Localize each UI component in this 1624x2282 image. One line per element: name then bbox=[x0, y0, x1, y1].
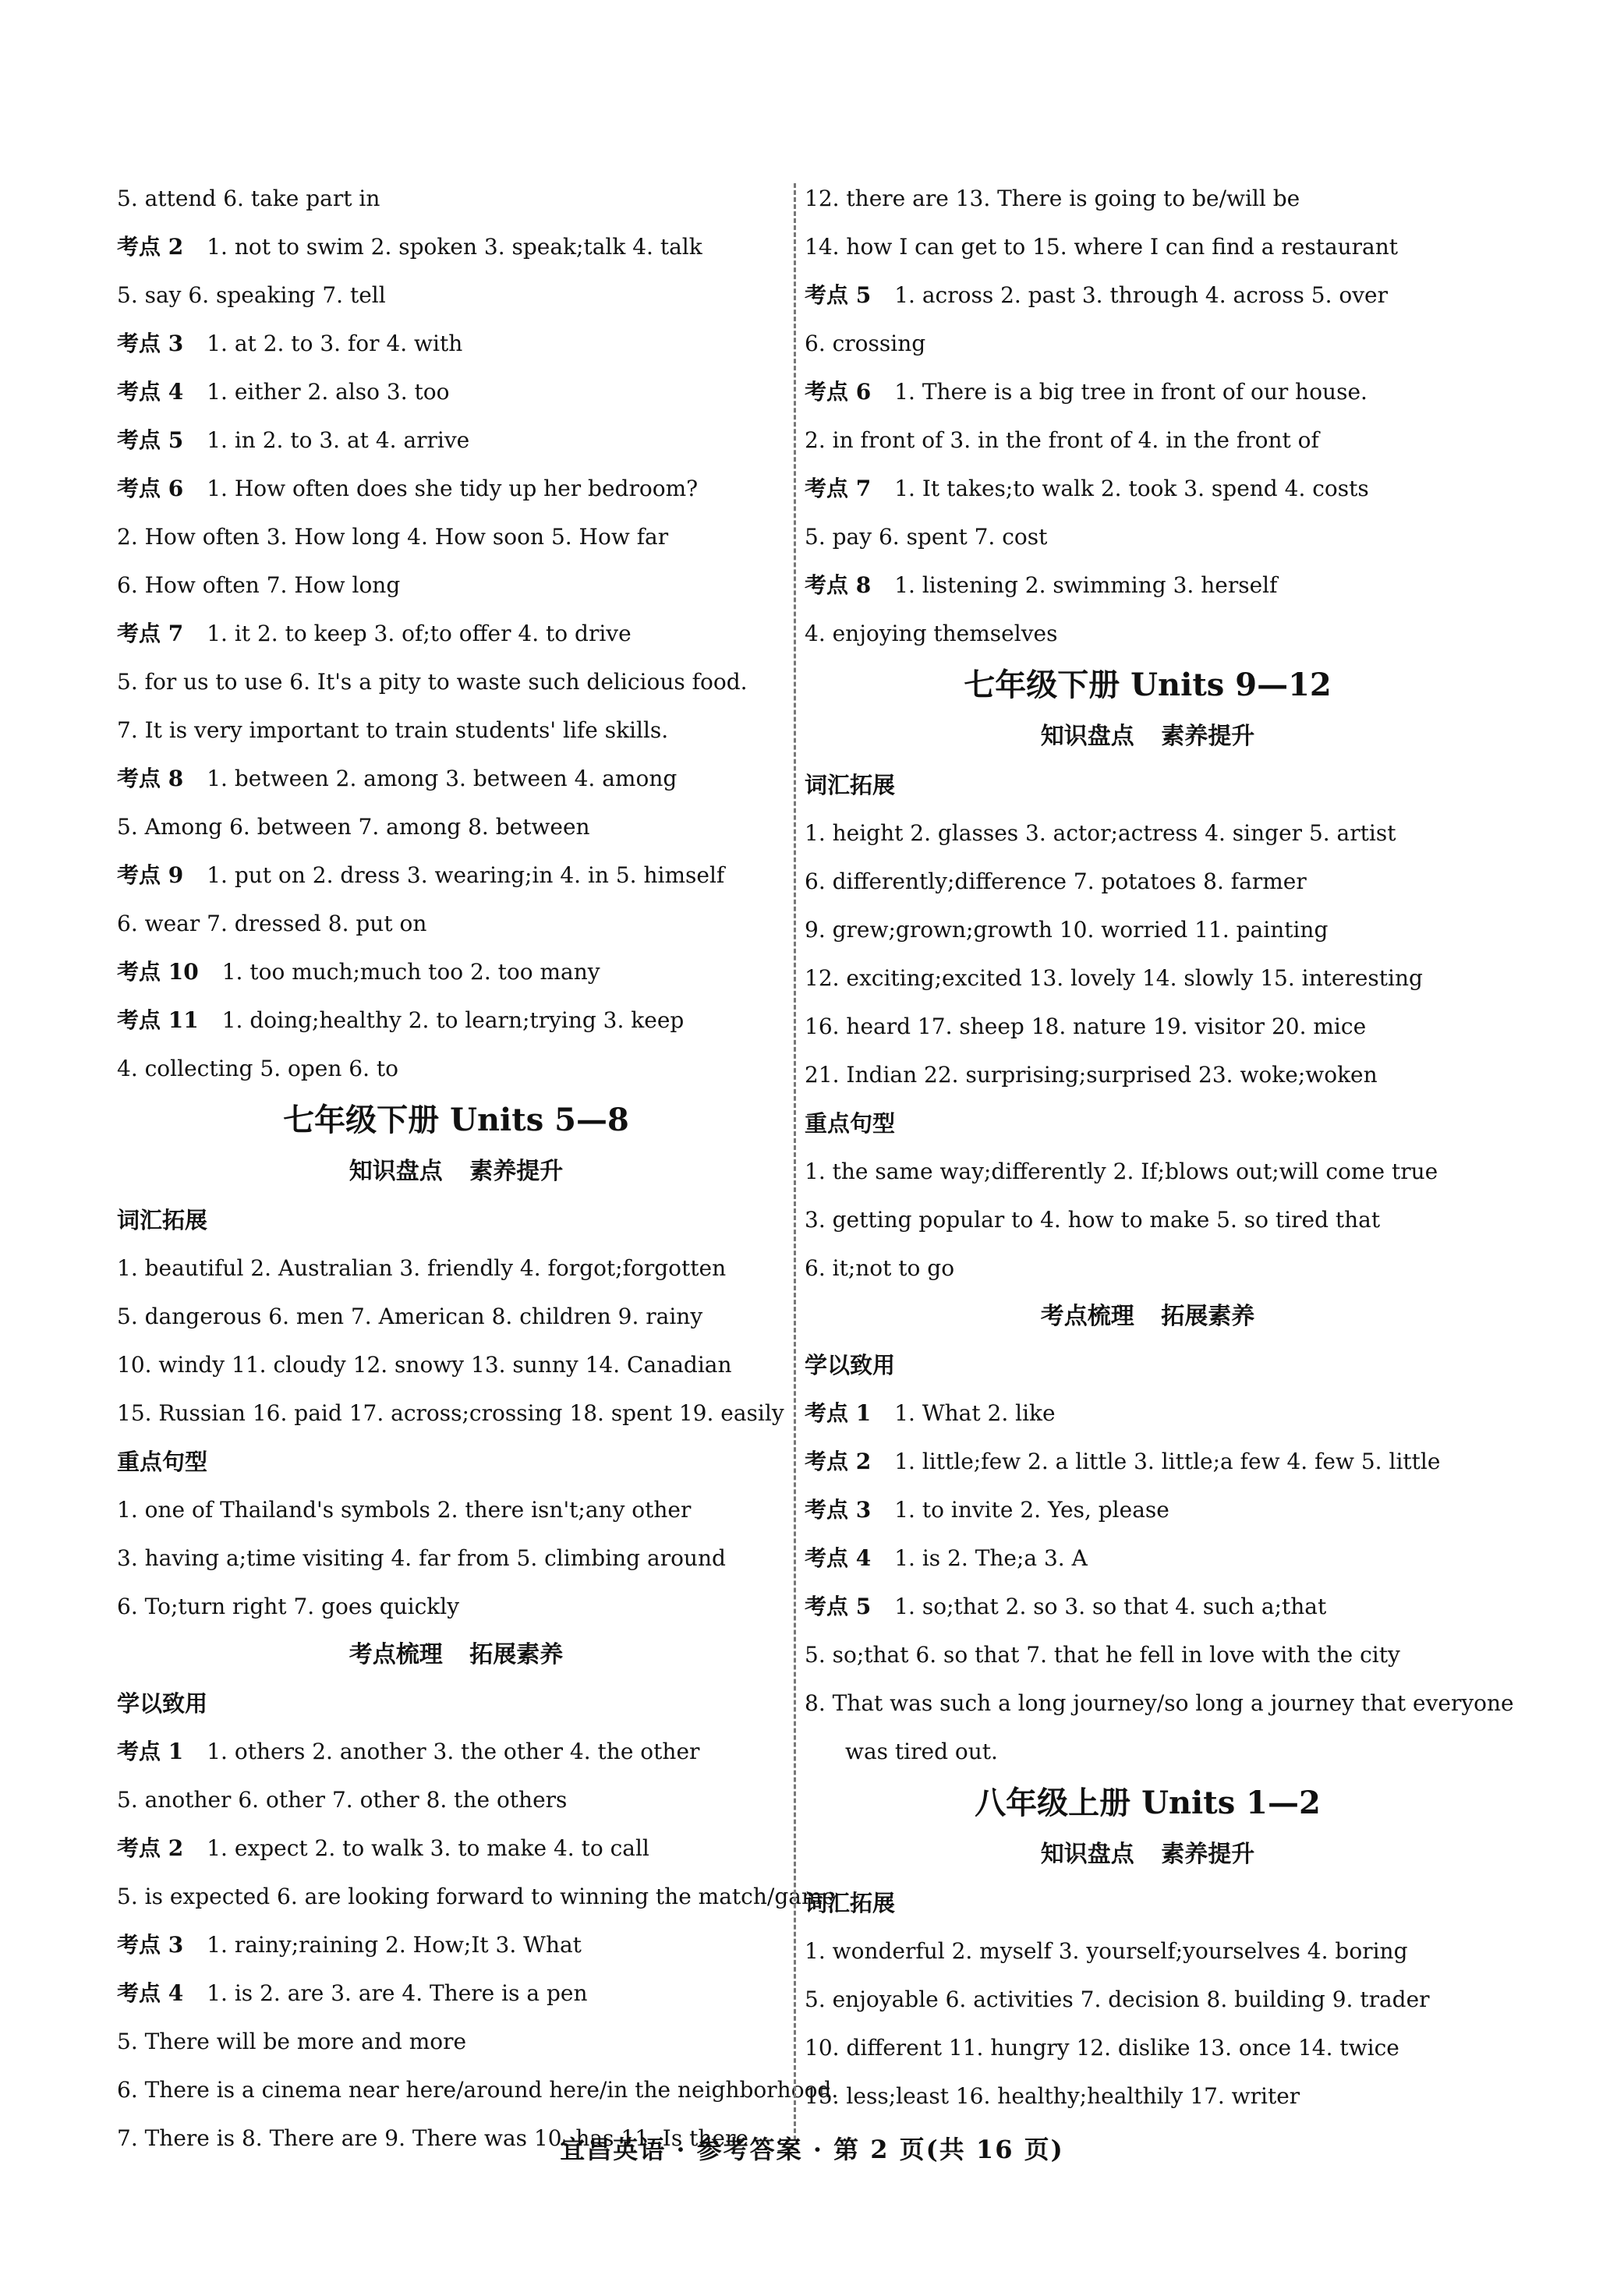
answer-line bbox=[117, 851, 795, 900]
answer-line: 5. for us to use 6. It's a pity to waste such delicious food. bbox=[117, 669, 748, 695]
subsection-label: 词汇拓展 bbox=[117, 1207, 208, 1233]
section-subtitle: 知识盘点 素养提升 bbox=[349, 1158, 564, 1185]
answer-line: 5. attend 6. take part in bbox=[117, 186, 380, 211]
answer-line: 5. dangerous 6. men 7. American 8. children 9. rainy bbox=[117, 1304, 703, 1329]
answer-text: 1. little;few 2. a little 3. little;a few 4. few 5. little bbox=[894, 1449, 1441, 1474]
subsection-label: 学以致用 bbox=[805, 1352, 896, 1378]
answer-line: 15. less;least 16. healthy;healthily 17. writer bbox=[805, 2083, 1300, 2109]
kaodian-label: 考点 3 bbox=[117, 331, 184, 356]
answer-line: 6. How often 7. How long bbox=[117, 572, 401, 598]
section-title: 七年级下册 Units 5—8 bbox=[283, 1102, 629, 1138]
answer-text: 1. rainy;raining 2. How;It 3. What bbox=[207, 1932, 582, 1958]
kaodian-label: 考点 3 bbox=[805, 1497, 872, 1523]
kaodian-label: 考点 2 bbox=[117, 234, 184, 260]
section-subtitle: 知识盘点 素养提升 bbox=[1040, 1841, 1255, 1868]
answer-line bbox=[117, 1921, 795, 1969]
kaodian-label: 考点 11 bbox=[117, 1007, 199, 1033]
section-subtitle: 考点梳理 拓展素养 bbox=[1040, 1303, 1255, 1330]
subsection-label: 词汇拓展 bbox=[805, 772, 896, 798]
answer-line: 1. wonderful 2. myself 3. yourself;yourselves 4. boring bbox=[805, 1938, 1408, 1964]
answer-line: 10. different 11. hungry 12. dislike 13. once 14. twice bbox=[805, 2035, 1399, 2061]
answer-line bbox=[805, 465, 1491, 513]
answer-line: 5. There will be more and more bbox=[117, 2029, 467, 2054]
answer-line: 8. That was such a long journey/so long a journey that everyone bbox=[805, 1690, 1514, 1716]
answer-text: 1. across 2. past 3. through 4. across 5. over bbox=[894, 282, 1389, 308]
answer-text: 1. to invite 2. Yes, please bbox=[894, 1497, 1169, 1523]
answer-text: 1. There is a big tree in front of our house. bbox=[894, 379, 1367, 405]
kaodian-label: 考点 6 bbox=[805, 379, 872, 405]
answer-line: 5. Among 6. between 7. among 8. between bbox=[117, 814, 590, 840]
answer-line bbox=[117, 1824, 795, 1873]
answer-line bbox=[805, 1486, 1491, 1534]
answer-text: 1. it 2. to keep 3. of;to offer 4. to drive bbox=[207, 621, 632, 646]
answer-line: 2. How often 3. How long 4. How soon 5. How far bbox=[117, 524, 669, 550]
answer-text: 1. listening 2. swimming 3. herself bbox=[894, 572, 1278, 598]
answer-text: 1. between 2. among 3. between 4. among bbox=[207, 766, 678, 791]
answer-line bbox=[117, 223, 795, 271]
answer-text: 1. What 2. like bbox=[894, 1400, 1056, 1426]
answer-line: 3. getting popular to 4. how to make 5. so tired that bbox=[805, 1207, 1381, 1233]
answer-line bbox=[117, 996, 795, 1045]
answer-line: 5. so;that 6. so that 7. that he fell in love with the city bbox=[805, 1642, 1400, 1668]
answer-line: 5. is expected 6. are looking forward to winning the match/game bbox=[117, 1884, 836, 1909]
answer-line: 5. pay 6. spent 7. cost bbox=[805, 524, 1048, 550]
answer-line: was tired out. bbox=[845, 1739, 998, 1764]
subsection-label: 重点句型 bbox=[805, 1110, 896, 1137]
answer-line: 10. windy 11. cloudy 12. snowy 13. sunny 14. Canadian bbox=[117, 1352, 732, 1378]
kaodian-label: 考点 5 bbox=[805, 1594, 872, 1619]
answer-line: 5. another 6. other 7. other 8. the others bbox=[117, 1787, 568, 1813]
answer-text: 1. at 2. to 3. for 4. with bbox=[207, 331, 463, 356]
kaodian-label: 考点 4 bbox=[117, 1980, 184, 2006]
answer-line: 7. It is very important to train students' life skills. bbox=[117, 717, 669, 743]
answer-line: 21. Indian 22. surprising;surprised 23. woke;woken bbox=[805, 1062, 1378, 1088]
kaodian-label: 考点 8 bbox=[805, 572, 872, 598]
answer-line: 6. differently;difference 7. potatoes 8. farmer bbox=[805, 869, 1307, 894]
answer-text: 1. is 2. are 3. are 4. There is a pen bbox=[207, 1980, 588, 2006]
kaodian-label: 考点 9 bbox=[117, 862, 184, 888]
answer-line bbox=[805, 368, 1491, 416]
kaodian-label: 考点 3 bbox=[117, 1932, 184, 1958]
answer-line: 6. crossing bbox=[805, 331, 926, 356]
answer-line: 2. in front of 3. in the front of 4. in the front of bbox=[805, 427, 1319, 453]
answer-text: 1. either 2. also 3. too bbox=[207, 379, 450, 405]
answer-line: 12. there are 13. There is going to be/will be bbox=[805, 186, 1300, 211]
answer-line bbox=[117, 465, 795, 513]
answer-text: 1. It takes;to walk 2. took 3. spend 4. costs bbox=[894, 476, 1369, 501]
section-title: 七年级下册 Units 9—12 bbox=[964, 667, 1332, 703]
answer-text: 1. too much;much too 2. too many bbox=[221, 959, 600, 985]
answer-line: 3. having a;time visiting 4. far from 5. climbing around bbox=[117, 1545, 726, 1571]
answer-line: 9. grew;grown;growth 10. worried 11. painting bbox=[805, 917, 1329, 943]
section-title: 八年级上册 Units 1—2 bbox=[975, 1785, 1321, 1821]
answer-line bbox=[805, 271, 1491, 320]
answer-text: 1. so;that 2. so 3. so that 4. such a;that bbox=[894, 1594, 1327, 1619]
section-subtitle: 知识盘点 素养提升 bbox=[1040, 723, 1255, 750]
answer-text: 1. is 2. The;a 3. A bbox=[894, 1545, 1088, 1571]
answer-line bbox=[805, 1583, 1491, 1631]
subsection-label: 学以致用 bbox=[117, 1690, 208, 1717]
answer-line: 1. height 2. glasses 3. actor;actress 4. singer 5. artist bbox=[805, 820, 1396, 846]
right-column bbox=[805, 175, 1514, 2121]
subsection-label: 重点句型 bbox=[117, 1449, 208, 1475]
answer-line bbox=[117, 948, 795, 996]
answer-line: 15. Russian 16. paid 17. across;crossing 18. spent 19. easily bbox=[117, 1400, 784, 1426]
answer-line: 5. enjoyable 6. activities 7. decision 8. building 9. trader bbox=[805, 1987, 1430, 2012]
answer-line bbox=[117, 1969, 795, 2018]
column-divider bbox=[794, 183, 796, 2140]
kaodian-label: 考点 1 bbox=[805, 1400, 872, 1426]
answer-line bbox=[117, 368, 795, 416]
answer-line: 4. collecting 5. open 6. to bbox=[117, 1056, 399, 1081]
answer-line: 4. enjoying themselves bbox=[805, 621, 1058, 646]
answer-line bbox=[117, 416, 795, 465]
answer-line bbox=[805, 1389, 1491, 1438]
answer-line bbox=[117, 320, 795, 368]
kaodian-label: 考点 6 bbox=[117, 476, 184, 501]
answer-line: 5. say 6. speaking 7. tell bbox=[117, 282, 386, 308]
answer-text: 1. in 2. to 3. at 4. arrive bbox=[207, 427, 470, 453]
answer-line bbox=[117, 610, 795, 658]
kaodian-label: 考点 5 bbox=[117, 427, 184, 453]
answer-text: 1. doing;healthy 2. to learn;trying 3. keep bbox=[221, 1007, 685, 1033]
answer-line: 6. wear 7. dressed 8. put on bbox=[117, 911, 427, 936]
kaodian-label: 考点 5 bbox=[805, 282, 872, 308]
answer-line: 12. exciting;excited 13. lovely 14. slowly 15. interesting bbox=[805, 965, 1423, 991]
kaodian-label: 考点 7 bbox=[117, 621, 184, 646]
subsection-label: 词汇拓展 bbox=[805, 1890, 896, 1916]
section-subtitle: 考点梳理 拓展素养 bbox=[349, 1641, 564, 1668]
answer-text: 1. How often does she tidy up her bedroom? bbox=[207, 476, 699, 501]
answer-line bbox=[117, 1728, 795, 1776]
answer-line: 1. beautiful 2. Australian 3. friendly 4. forgot;forgotten bbox=[117, 1255, 727, 1281]
answer-text: 1. expect 2. to walk 3. to make 4. to call bbox=[207, 1835, 649, 1861]
answer-text: 1. not to swim 2. spoken 3. speak;talk 4. talk bbox=[207, 234, 702, 260]
answer-line: 7. There is 8. There are 9. There was 10. has 11. Is there bbox=[117, 2125, 748, 2151]
kaodian-label: 考点 2 bbox=[805, 1449, 872, 1474]
answer-line: 1. the same way;differently 2. If;blows out;will come true bbox=[805, 1159, 1438, 1184]
answer-line: 6. To;turn right 7. goes quickly bbox=[117, 1594, 460, 1619]
answer-line bbox=[805, 1534, 1491, 1583]
kaodian-label: 考点 7 bbox=[805, 476, 872, 501]
answer-line: 1. one of Thailand's symbols 2. there isn't;any other bbox=[117, 1497, 692, 1523]
kaodian-label: 考点 1 bbox=[117, 1739, 184, 1764]
kaodian-label: 考点 8 bbox=[117, 766, 184, 791]
kaodian-label: 考点 10 bbox=[117, 959, 199, 985]
kaodian-label: 考点 2 bbox=[117, 1835, 184, 1861]
answer-line: 16. heard 17. sheep 18. nature 19. visitor 20. mice bbox=[805, 1014, 1367, 1039]
answer-text: 1. others 2. another 3. the other 4. the other bbox=[207, 1739, 700, 1764]
answer-line: 6. it;not to go bbox=[805, 1255, 955, 1281]
kaodian-label: 考点 4 bbox=[117, 379, 184, 405]
answer-line bbox=[117, 755, 795, 803]
answer-text: 1. put on 2. dress 3. wearing;in 4. in 5. himself bbox=[207, 862, 725, 888]
answer-line bbox=[805, 1438, 1491, 1486]
kaodian-label: 考点 4 bbox=[805, 1545, 872, 1571]
answer-line: 6. There is a cinema near here/around here/in the neighborhood. bbox=[117, 2077, 839, 2103]
answer-line bbox=[805, 561, 1491, 610]
page-footer: 宜昌英语 · 参考答案 · 第 2 页(共 16 页) bbox=[560, 2135, 1064, 2164]
answer-line: 14. how I can get to 15. where I can find a restaurant bbox=[805, 234, 1399, 260]
